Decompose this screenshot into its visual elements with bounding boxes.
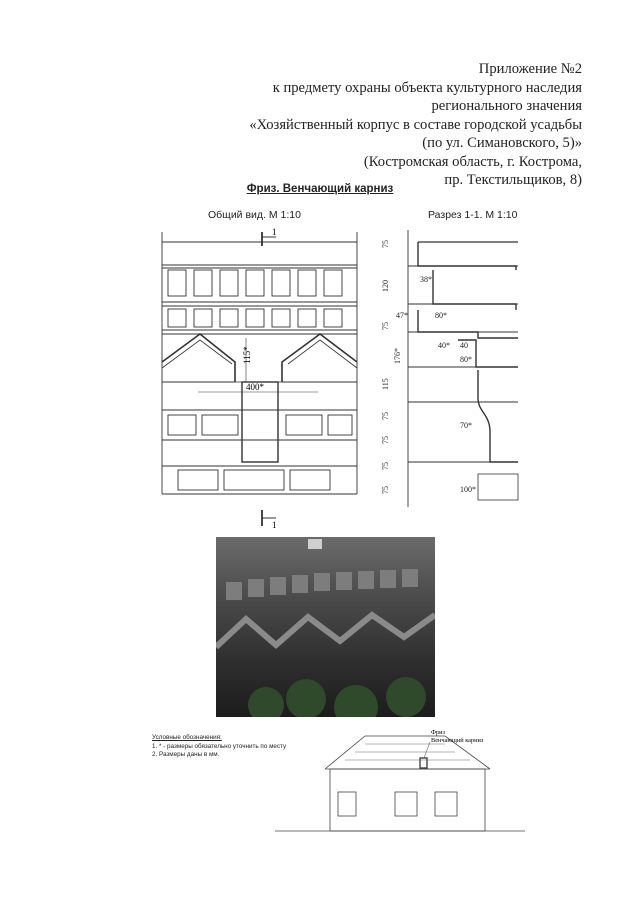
legend-title: Условные обозначения: bbox=[152, 734, 222, 741]
legend bbox=[152, 734, 286, 760]
left-dim: 75 bbox=[381, 240, 390, 248]
dim-176: 176* bbox=[393, 348, 402, 364]
dim-40b: 40 bbox=[460, 341, 468, 350]
general-view-label: Общий вид. М 1:10 bbox=[208, 209, 301, 221]
dim-47: 47* bbox=[396, 311, 408, 320]
left-dim: 75 bbox=[381, 412, 390, 420]
legend-item: 1. * - размеры обязательно уточнить по месту bbox=[152, 742, 287, 750]
section-view-label: Разрез 1-1. М 1:10 bbox=[428, 209, 518, 221]
header-line: Приложение №2 bbox=[478, 61, 582, 77]
dim-70: 70* bbox=[460, 421, 472, 430]
header-line: «Хозяйственный корпус в составе городской усадьбы bbox=[249, 116, 582, 133]
dim-38: 38* bbox=[420, 275, 432, 284]
header-line: регионального значения bbox=[431, 98, 582, 114]
left-dim: 75 bbox=[381, 486, 390, 494]
dim-40a: 40* bbox=[438, 341, 450, 350]
left-dim: 115 bbox=[381, 378, 390, 390]
frieze-photo bbox=[216, 537, 435, 717]
dim-80a: 80* bbox=[435, 311, 447, 320]
left-dim: 120 bbox=[381, 280, 390, 292]
dim-100: 100* bbox=[460, 485, 476, 494]
section-view-drawing bbox=[378, 222, 528, 512]
section-mark-bottom: 1 bbox=[272, 520, 277, 530]
legend-item: 2. Размеры даны в мм. bbox=[152, 751, 220, 758]
dim-115: 115* bbox=[242, 346, 252, 364]
facade-elevation bbox=[275, 724, 525, 839]
left-dim: 75 bbox=[381, 462, 390, 470]
left-dim: 75 bbox=[381, 322, 390, 330]
dim-400: 400* bbox=[246, 382, 264, 392]
elevation-label-cornice: Венчающий карниз bbox=[431, 737, 484, 744]
header-line: (по ул. Симановского, 5)» bbox=[422, 135, 582, 151]
header-line: (Костромская область, г. Кострома, bbox=[363, 153, 582, 170]
header-line: к предмету охраны объекта культурного наследия bbox=[272, 79, 582, 96]
left-dim: 75 bbox=[381, 436, 390, 444]
sheet-title: Фриз. Венчающий карниз bbox=[246, 183, 394, 195]
general-view-drawing bbox=[150, 222, 370, 532]
elevation-label-frieze: Фриз bbox=[431, 729, 445, 736]
appendix-header bbox=[162, 60, 582, 190]
dim-80b: 80* bbox=[460, 355, 472, 364]
header-line: пр. Текстильщиков, 8) bbox=[444, 172, 582, 188]
section-mark-top: 1 bbox=[272, 227, 277, 237]
